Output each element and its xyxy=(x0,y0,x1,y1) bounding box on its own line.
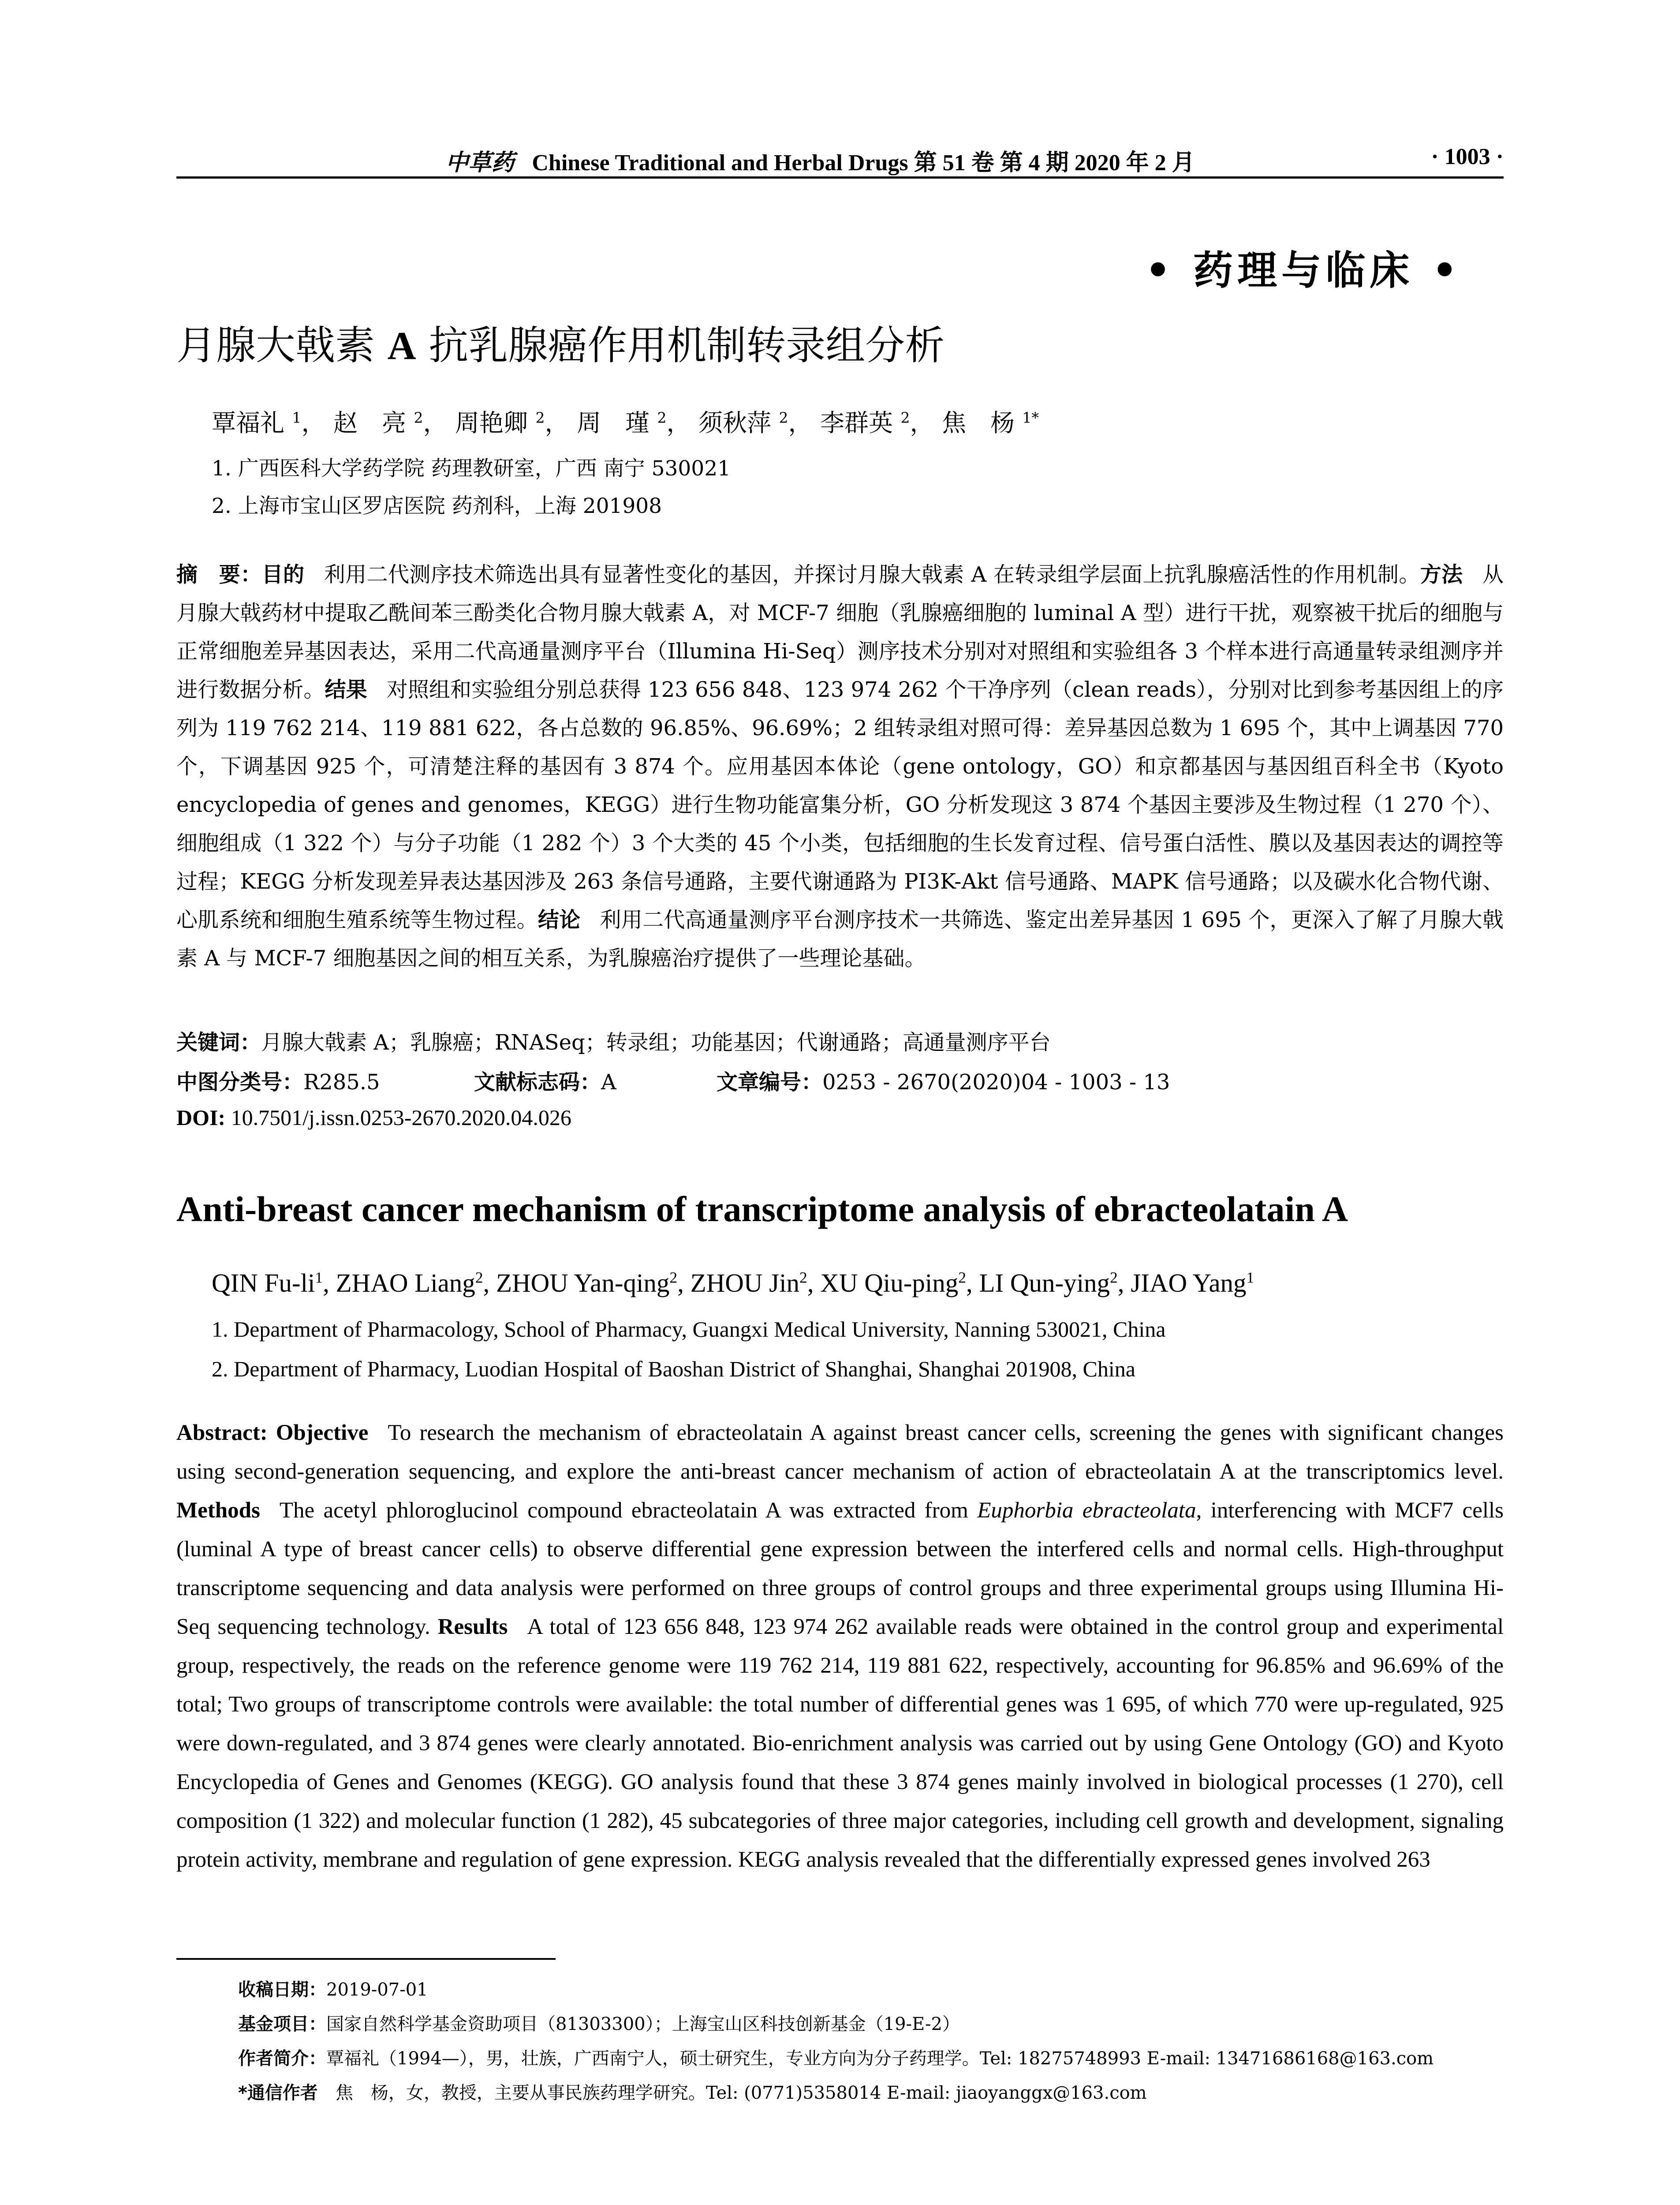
en-author-sep: , xyxy=(483,1268,496,1297)
article-number-value: 0253 - 2670(2020)04 - 1003 - 13 xyxy=(822,1070,1170,1095)
cn-author xyxy=(577,409,691,437)
cn-results-label: 结果 xyxy=(325,677,367,702)
en-author xyxy=(336,1268,496,1297)
cn-affiliation-2: 2. 上海市宝山区罗店医院 药剂科，上海 201908 xyxy=(212,494,662,518)
en-methods-species: Euphorbia ebracteolata xyxy=(977,1498,1196,1523)
cn-methods-text: 从月腺大戟药材中提取乙酰间苯三酚类化合物月腺大戟素 A，对 MCF-7 细胞（乳腺癌细胞的 luminal A 型）进行干扰，观察被干扰后的细胞与正常细胞差异基因表达，采用二代高通量测序平台（Illumina Hi-Seq）测序技术分别对对照组和实验组各 3 个样本进行高通量转录组测序并进行数据分析。 xyxy=(176,562,1504,702)
journal-header xyxy=(176,144,1464,177)
cn-author-sup: 1 xyxy=(292,409,302,426)
en-author-sup: 2 xyxy=(1110,1268,1118,1286)
cn-methods-label: 方法 xyxy=(1420,562,1463,587)
page-number: · 1003 · xyxy=(1431,144,1504,169)
en-methods-label: Methods xyxy=(176,1498,260,1523)
en-author-sep: , xyxy=(677,1268,691,1297)
en-author-sup: 2 xyxy=(475,1268,483,1286)
header-rule xyxy=(176,176,1504,179)
doc-code-value: A xyxy=(601,1070,616,1095)
en-author-list xyxy=(212,1268,1254,1298)
cn-author xyxy=(820,409,934,437)
cn-author xyxy=(698,409,813,437)
en-abstract xyxy=(176,1413,1504,1879)
fund-label: 基金项目： xyxy=(238,2014,326,2034)
doi-label: DOI: xyxy=(176,1105,226,1130)
en-methods-text-2: , interferencing with MCF7 cells (luminal A type of breast cancer cells) to observe differential gene expression between the interfered cells and normal cells. High-throughput transcriptome sequencing and data analysis were performed on three groups of control groups and three experimental groups using Illumina Hi-Seq sequencing technology. xyxy=(176,1498,1504,1639)
footnote-fund xyxy=(238,2010,960,2035)
cn-author-name: 周 瑾 xyxy=(577,409,650,437)
cn-results-text: 对照组和实验组分别总获得 123 656 848、123 974 262 个干净序列（clean reads），分别对比到参考基因组上的序列为 119 762 214、119 881 622，各占总数的 96.85%、96.69%；2 组转录组对照可得：差异基因总数为 1 695 个，其中上调基因 770 个，下调基因 925 个，可清楚注释的基因有 3 874 个。应用基因本体论（gene ontology，GO）和京都基因与基因组百科全书（Kyoto encyclopedia of genes and genomes，KEGG）进行生物功能富集分析，GO 分析发现这 3 874 个基因主要涉及生物过程（1 270 个）、细胞组成（1 322 个）与分子功能（1 282 个）3 个大类的 45 个小类，包括细胞的生长发育过程、信号蛋白活性、膜以及基因表达的调控等过程；KEGG 分析发现差异表达基因涉及 263 条信号通路，主要代谢通路为 PI3K-Akt 信号通路、MAPK 信号通路；以及碳水化合物代谢、心肌系统和细胞生殖系统等生物过程。 xyxy=(176,677,1504,932)
en-author-sup: 2 xyxy=(799,1268,807,1286)
cn-title xyxy=(176,313,945,370)
author-bio-text: 覃福礼（1994—），男，壮族，广西南宁人，硕士研究生，专业方向为分子药理学。Tel: 18275748993 E-mail: 13471686168@163.com xyxy=(326,2048,1434,2069)
cn-author-sup: 2 xyxy=(414,409,423,426)
en-author-name: ZHAO Liang xyxy=(336,1268,475,1297)
cn-author-sup: 1* xyxy=(1022,409,1039,426)
en-objective-label: Objective xyxy=(276,1420,369,1445)
en-author-name: ZHOU Yan-qing xyxy=(496,1268,670,1297)
cn-author xyxy=(333,409,448,437)
cn-author-sup: 2 xyxy=(779,409,788,426)
journal-logo: 中草药 xyxy=(445,149,515,176)
en-author-sep: , xyxy=(807,1268,821,1297)
cn-author-sep: ， xyxy=(788,409,813,437)
cn-title-pre: 月腺大戟素 xyxy=(176,322,375,369)
cn-abstract xyxy=(176,556,1504,978)
en-author xyxy=(496,1268,691,1297)
cn-objective-text: 利用二代测序技术筛选出具有显著性变化的基因，并探讨月腺大戟素 A 在转录组学层面上抗乳腺癌活性的作用机制。 xyxy=(324,562,1420,587)
cn-title-post: 抗乳腺癌作用机制转录组分析 xyxy=(429,322,945,369)
en-author-name: JIAO Yang xyxy=(1131,1268,1247,1297)
doc-code-label: 文献标志码： xyxy=(474,1070,601,1095)
en-author xyxy=(691,1268,821,1297)
cn-author-sep: ， xyxy=(666,409,691,437)
cn-author-name: 周艳卿 xyxy=(455,409,528,437)
cn-title-a: A xyxy=(387,324,416,368)
cn-classification xyxy=(176,1065,1504,1096)
cn-author-sup: 2 xyxy=(535,409,545,426)
cn-author-sep: ， xyxy=(301,409,326,437)
en-methods-text-1: The acetyl phloroglucinol compound ebracteolatain A was extracted from xyxy=(279,1498,968,1523)
cn-author-sup: 2 xyxy=(900,409,910,426)
fund-text: 国家自然科学基金资助项目（81303300）；上海宝山区科技创新基金（19-E-2） xyxy=(326,2014,960,2034)
cn-abstract-label: 摘 要： xyxy=(176,562,262,587)
corresponding-label: *通信作者 xyxy=(238,2083,318,2103)
cn-keywords xyxy=(176,1025,1051,1056)
en-author-sep: , xyxy=(966,1268,979,1297)
cn-author-list xyxy=(212,404,1039,438)
en-author-name: ZHOU Jin xyxy=(690,1268,800,1297)
en-author-sup: 2 xyxy=(958,1268,966,1286)
cn-author-name: 赵 亮 xyxy=(333,409,407,437)
corresponding-text: 焦 杨，女，教授，主要从事民族药理学研究。Tel: (0771)5358014 E-mail: jiaoyanggx@163.com xyxy=(335,2083,1147,2103)
en-results-label: Results xyxy=(437,1615,508,1639)
clc-label: 中图分类号： xyxy=(176,1070,304,1095)
cn-author xyxy=(942,409,1039,437)
article-number-label: 文章编号： xyxy=(717,1070,823,1095)
cn-conclusion-text: 利用二代高通量测序平台测序技术一共筛选、鉴定出差异基因 1 695 个，更深入了解了月腺大戟素 A 与 MCF-7 细胞基因之间的相互关系，为乳腺癌治疗提供了一些理论基础。 xyxy=(176,908,1504,971)
cn-author xyxy=(455,409,569,437)
journal-info: Chinese Traditional and Herbal Drugs 第 51 卷 第 4 期 2020 年 2 月 xyxy=(532,150,1195,176)
en-author-sep: , xyxy=(1117,1268,1131,1297)
cn-author xyxy=(212,409,326,437)
en-author xyxy=(979,1268,1131,1297)
doc-code xyxy=(474,1065,616,1095)
cn-keywords-text: 月腺大戟素 A；乳腺癌；RNASeq；转录组；功能基因；代谢通路；高通量测序平台 xyxy=(261,1030,1051,1055)
footnote-corresponding xyxy=(238,2079,1147,2104)
en-title: Anti-breast cancer mechanism of transcriptome analysis of ebracteolatain A xyxy=(176,1189,1348,1229)
cn-author-name: 李群英 xyxy=(820,409,893,437)
cn-author-sup: 2 xyxy=(657,409,667,426)
en-author-sep: , xyxy=(323,1268,336,1297)
en-affiliation-1: 1. Department of Pharmacology, School of Pharmacy, Guangxi Medical University, Nanning 530021, China xyxy=(212,1317,1166,1342)
clc xyxy=(176,1065,380,1095)
cn-affiliation-1: 1. 广西医科大学药学院 药理教研室，广西 南宁 530021 xyxy=(212,456,731,481)
doi-value: 10.7501/j.issn.0253-2670.2020.04.026 xyxy=(231,1105,571,1130)
cn-objective-label: 目的 xyxy=(261,562,305,587)
column-label: • 药理与临床 • xyxy=(1145,247,1462,294)
en-results-text: A total of 123 656 848, 123 974 262 available reads were obtained in the control group and experimental group, respectively, the reads on the reference genome were 119 762 214, 119 881 622, respectively, accounting for 96.85% and 96.69% of the total; Two groups of transcriptome controls were available: the total number of differential genes was 1 695, of which 770 were up-regulated, 925 were down-regulated, and 3 874 genes were clearly annotated. Bio-enrichment analysis was carried out by using Gene Ontology (GO) and Kyoto Encyclopedia of Genes and Genomes (KEGG). GO analysis found that these 3 874 genes mainly involved in biological processes (1 270), cell composition (1 322) and molecular function (1 282), 45 subcategories of three major categories, including cell growth and development, signaling protein activity, membrane and regulation of gene expression. KEGG analysis revealed that the differentially expressed genes involved 263 xyxy=(176,1615,1504,1872)
received-date: 2019-07-01 xyxy=(326,1980,428,2000)
en-author-sup: 1 xyxy=(1246,1268,1254,1286)
footnote-author-bio xyxy=(238,2044,1434,2070)
cn-author-sep: ， xyxy=(910,409,934,437)
en-author-name: LI Qun-ying xyxy=(979,1268,1110,1297)
cn-author-sep: ， xyxy=(423,409,448,437)
author-bio-label: 作者简介： xyxy=(238,2048,326,2069)
en-author xyxy=(820,1268,979,1297)
en-affiliation-2: 2. Department of Pharmacy, Luodian Hospital of Baoshan District of Shanghai, Shanghai 201908, China xyxy=(212,1357,1135,1381)
cn-conclusion-label: 结论 xyxy=(538,908,581,932)
en-author-sup: 1 xyxy=(315,1268,323,1286)
en-author xyxy=(212,1268,336,1297)
running-header xyxy=(176,140,1504,176)
en-author-sup: 2 xyxy=(669,1268,678,1286)
en-author xyxy=(1131,1268,1254,1297)
received-label: 收稿日期： xyxy=(238,1980,326,2000)
cn-author-name: 须秋萍 xyxy=(698,409,772,437)
clc-value: R285.5 xyxy=(303,1070,380,1095)
cn-author-sep: ， xyxy=(545,409,569,437)
en-abstract-label: Abstract: xyxy=(176,1420,268,1445)
footnote-received xyxy=(238,1976,428,2001)
en-author-name: QIN Fu-li xyxy=(212,1268,315,1297)
en-objective-text: To research the mechanism of ebracteolatain A against breast cancer cells, screening the genes with significant changes using second-generation sequencing, and explore the anti-breast cancer mechanism of action of ebracteolatain A at the transcriptomics level. xyxy=(176,1420,1504,1484)
cn-author-name: 覃福礼 xyxy=(212,409,285,437)
article-number xyxy=(717,1065,1170,1095)
cn-keywords-label: 关键词： xyxy=(176,1030,261,1055)
doi xyxy=(176,1105,571,1130)
cn-author-name: 焦 杨 xyxy=(942,409,1015,437)
en-author-name: XU Qiu-ping xyxy=(820,1268,959,1297)
footnote-rule xyxy=(176,1958,556,1960)
